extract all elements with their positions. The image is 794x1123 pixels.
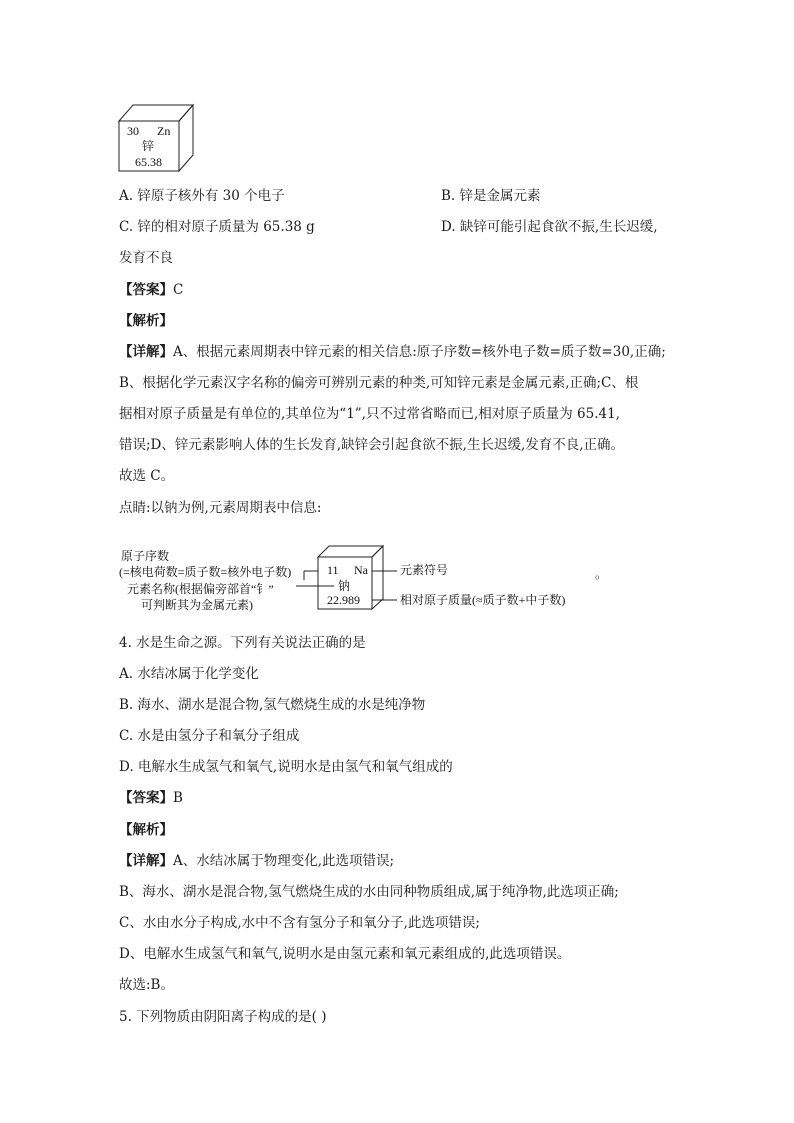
q3-detail-line-1: 【详解】A、根据元素周期表中锌元素的相关信息:原子序数=核外电子数=质子数=30,正确; [119,344,666,360]
q4-answer [119,789,183,807]
sodium-name: 钠 [338,579,351,593]
q4-detail-line-4: D、电解水生成氢气和氧气,说明水是由氢元素和氧元素组成的,此选项错误。 [119,946,571,962]
sodium-atomic-number: 11 [327,563,339,577]
sodium-element-diagram [119,545,619,620]
symbol-label: 元素符号 [400,563,449,577]
sodium-symbol: Na [354,563,368,577]
zinc-name: 锌 [142,139,155,153]
answer-value: B [173,790,183,806]
q3-option-d-continued: 发育不良 [119,250,173,266]
zinc-atomic-number: 30 [127,124,139,138]
zinc-symbol: Zn [157,124,171,138]
detail-tag: 【详解】 [119,853,173,869]
q3-detail-line-2: B、根据化学元素汉字名称的偏旁可辨别元素的种类,可知锌元素是金属元素,正确;C、根 [119,375,639,391]
atomic-number-label: 原子序数 [121,549,170,563]
diagram-end-mark: 。 [595,567,608,581]
q3-option-c: C. 锌的相对原子质量为 65.38 g [119,219,315,235]
answer-tag: 【答案】 [119,282,173,298]
q3-analysis-heading: 【解析】 [119,313,173,329]
q3-option-a: A. 锌原子核外有 30 个电子 [119,188,285,204]
element-name-label: 元素名称(根据偏旁部首“钅” [127,582,274,596]
detail-tag: 【详解】 [119,344,173,360]
answer-tag: 【答案】 [119,790,173,806]
q5-stem: 5. 下列物质由阴阳离子构成的是( ) [119,1009,327,1025]
q4-option-c: C. 水是由氢分子和氧分子组成 [119,728,300,744]
q3-detail-line-3: 据相对原子质量是有单位的,其单位为“1”,只不过常省略而已,相对原子质量为 65.41, [119,406,620,422]
q3-option-d: D. 缺锌可能引起食欲不振,生长迟缓, [441,219,658,235]
q3-option-b: B. 锌是金属元素 [441,188,541,204]
q4-detail-line-2: B、海水、湖水是混合物,氢气燃烧生成的水由同种物质组成,属于纯净物,此选项正确; [119,884,619,900]
element-name-note: 可判断其为金属元素) [141,598,253,612]
q3-detail-line-5: 故选 C。 [119,468,175,484]
atomic-number-note: (=核电荷数=质子数=核外电子数) [119,565,292,579]
sodium-mass: 22.989 [327,593,360,607]
zinc-mass: 65.38 [135,155,162,169]
q4-analysis-heading: 【解析】 [119,822,173,838]
zinc-element-tile [117,103,195,171]
q4-conclusion: 故选:B。 [119,977,174,993]
mass-label: 相对原子质量(≈质子数+中子数) [400,593,566,607]
q3-answer [119,281,183,299]
q3-tip: 点睛:以钠为例,元素周期表中信息: [119,500,322,516]
q4-stem: 4. 水是生命之源。下列有关说法正确的是 [119,635,366,651]
q3-detail-line-4: 错误;D、锌元素影响人体的生长发育,缺锌会引起食欲不振,生长迟缓,发育不良,正确。 [119,437,625,453]
q4-option-d: D. 电解水生成氢气和氧气,说明水是由氢气和氧气组成的 [119,759,453,775]
q4-detail-line-3: C、水由水分子构成,水中不含有氢分子和氧分子,此选项错误; [119,915,480,931]
q4-detail-line-1: 【详解】A、水结冰属于物理变化,此选项错误; [119,853,395,869]
q4-option-a: A. 水结冰属于化学变化 [119,666,259,682]
q4-option-b: B. 海水、湖水是混合物,氢气燃烧生成的水是纯净物 [119,697,426,713]
answer-value: C [173,282,184,298]
